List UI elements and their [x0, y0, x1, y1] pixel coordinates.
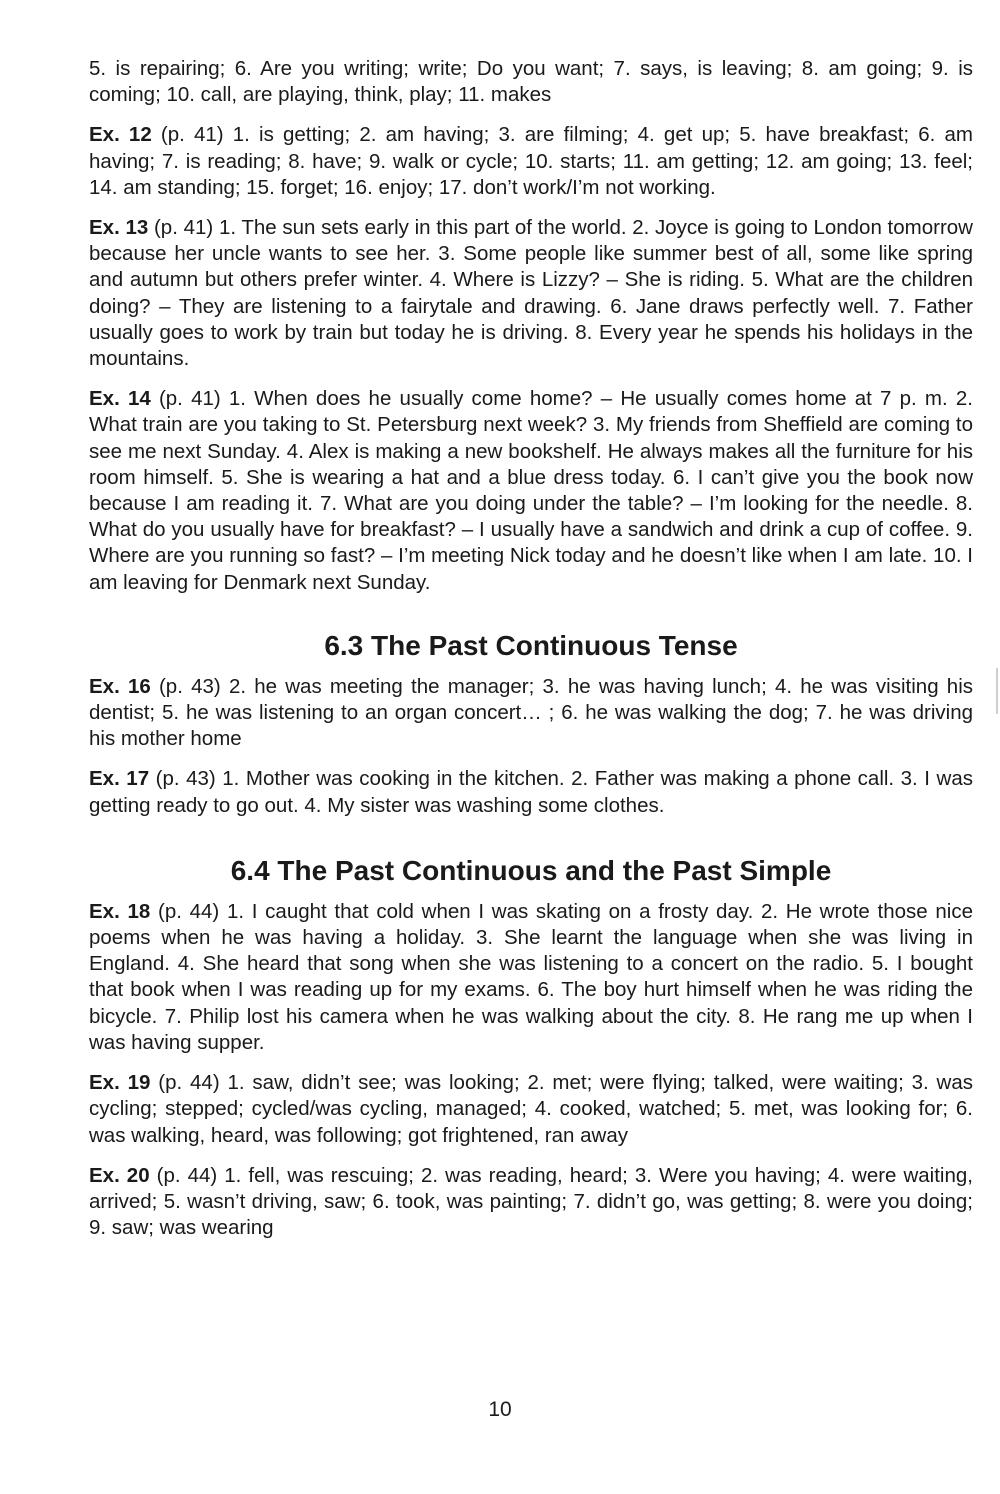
- page-reference: (p. 44): [149, 1163, 225, 1187]
- paragraph-text: 1. The sun sets early in this part of the world. 2. Joyce is going to London tomorrow because her uncle wants to see her. 3. Some people like summer best of all, some like spring and autumn but others prefer winter. 4. Where is Lizzy? – She is riding. 5. What are the children doing? – They are listening to a fairytale and drawing. 6. Jane draws perfectly well. 7. Father usually goes to work by train but today he is driving. 8. Every year he spends his holidays in the mountains.: [89, 216, 973, 371]
- exercise-label: Ex. 12: [89, 123, 152, 147]
- paragraph-text: 1. fell, was rescuing; 2. was reading, heard; 3. Were you having; 4. were waiting, arrived; 5. wasn’t driving, saw; 6. took, was painting; 7. didn’t go, was getting; 8. were you doing; 9. saw; was wearing: [89, 1163, 973, 1240]
- section-heading-6-4: 6.4 The Past Continuous and the Past Simple: [230, 854, 832, 886]
- answer-paragraph-ex17: [89, 766, 973, 818]
- page-reference: (p. 41): [150, 387, 229, 411]
- exercise-label: Ex. 19: [89, 1071, 151, 1095]
- answer-paragraph-continuation: [89, 56, 973, 108]
- page-reference: (p. 41): [151, 123, 233, 147]
- paragraph-text: 1. I caught that cold when I was skating on a frosty day. 2. He wrote those nice poems when he was having a holiday. 3. She learnt the language when she was living in England. 4. She heard that song when she was listening to a concert on the radio. 5. I bought that book when I was reading up for my exams. 6. The boy hurt himself when he was riding the bicycle. 7. Philip lost his camera when he was walking about the city. 8. He rang me up when I was having supper.: [89, 899, 973, 1054]
- exercise-label: Ex. 13: [89, 216, 149, 240]
- section-heading-6-3: 6.3 The Past Continuous Tense: [324, 629, 738, 661]
- paragraph-text: 1. Mother was cooking in the kitchen. 2. Father was making a phone call. 3. I was getting ready to go out. 4. My sister was washing some clothes.: [89, 767, 973, 817]
- paragraph-text: 1. When does he usually come home? – He usually comes home at 7 p. m. 2. What train are you taking to St. Petersburg next week? 3. My friends from Sheffield are coming to see me next Sunday. 4. Alex is making a new bookshelf. He always makes all the furniture for his room himself. 5. She is wearing a hat and a blue dress today. 6. I can’t give you the book now because I am reading it. 7. What are you doing under the table? – I’m looking for the needle. 8. What do you usually have for breakfast? – I usually have a sandwich and drink a cup of coffee. 9. Where are you running so fast? – I’m meeting Nick today and he doesn’t like when I am late. 10. I am leaving for Denmark next Sunday.: [89, 387, 973, 594]
- answer-paragraph-ex14: [89, 386, 973, 596]
- page-reference: (p. 43): [149, 767, 223, 791]
- exercise-label: Ex. 18: [89, 899, 151, 923]
- exercise-label: Ex. 14: [89, 387, 151, 411]
- answer-paragraph-ex12: [89, 122, 973, 201]
- exercise-label: Ex. 17: [89, 767, 150, 791]
- paragraph-text: 1. saw, didn’t see; was looking; 2. met; were flying; talked, were waiting; 3. was cycling; stepped; cycled/was cycling, managed; 4. cooked, watched; 5. met, was looking for; 6. was walking, heard, was following; got frightened, ran away: [89, 1071, 973, 1147]
- page-reference: (p. 41): [148, 216, 219, 240]
- answer-paragraph-ex16: [89, 674, 973, 753]
- answer-paragraph-ex19: [89, 1070, 973, 1149]
- answer-paragraph-ex13: [89, 215, 973, 372]
- paragraph-text: 2. he was meeting the manager; 3. he was having lunch; 4. he was visiting his dentist; 5. he was listening to an organ concert… ; 6. he was walking the dog; 7. he was driving his mother home: [89, 674, 973, 751]
- scan-edge-mark: [996, 668, 998, 714]
- exercise-label: Ex. 20: [89, 1163, 150, 1187]
- paragraph-text: 1. is getting; 2. am having; 3. are filming; 4. get up; 5. have breakfast; 6. am having; 7. is reading; 8. have; 9. walk or cycle; 10. starts; 11. am getting; 12. am going; 13. feel; 14. am standing; 15. forget; 16. enjoy; 17. don’t work/I’m not working.: [89, 123, 973, 199]
- exercise-label: Ex. 16: [89, 674, 151, 698]
- page-reference: (p. 44): [150, 1071, 228, 1095]
- answer-paragraph-ex20: [89, 1163, 973, 1242]
- paragraph-text: 5. is repairing; 6. Are you writing; write; Do you want; 7. says, is leaving; 8. am going; 9. is coming; 10. call, are playing, think, play; 11. makes: [89, 57, 973, 107]
- answer-paragraph-ex18: [89, 899, 973, 1056]
- page-content: [89, 56, 973, 1255]
- page-reference: (p. 44): [150, 899, 227, 923]
- page-reference: (p. 43): [150, 674, 229, 698]
- page-number: 10: [488, 1398, 512, 1421]
